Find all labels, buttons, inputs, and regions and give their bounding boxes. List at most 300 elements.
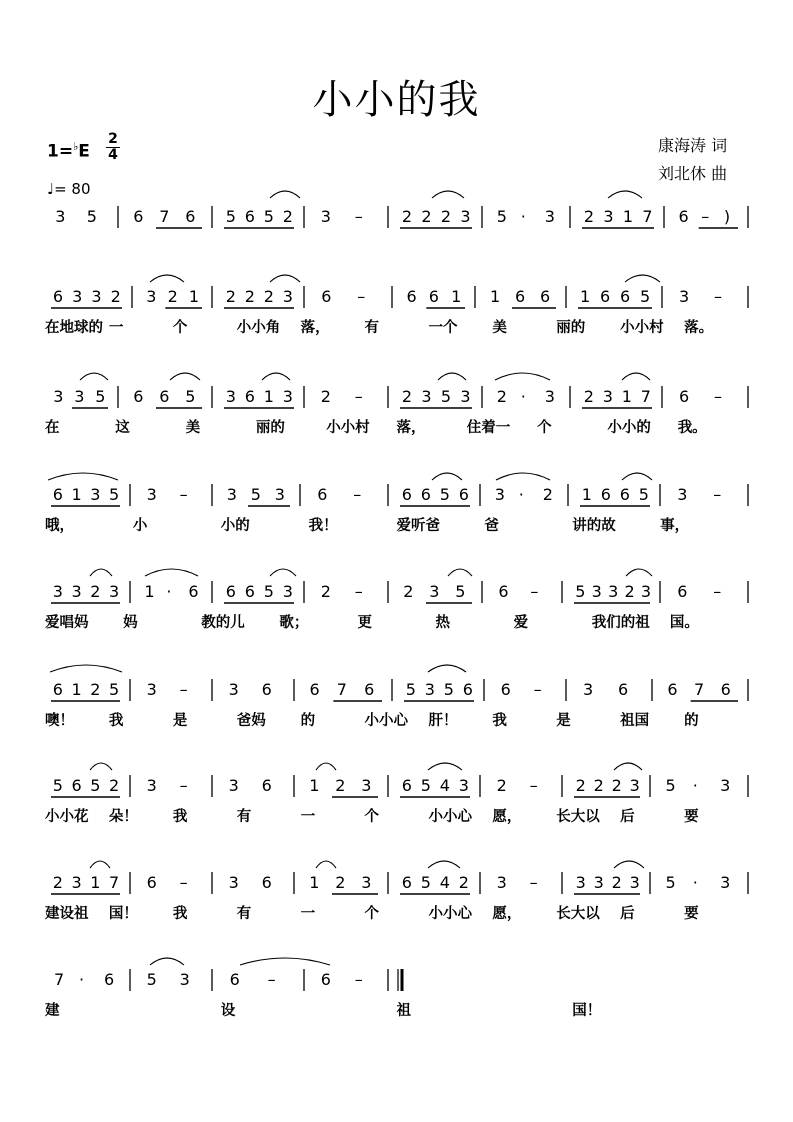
note: 5	[638, 485, 649, 504]
lyric-word: 丽的	[255, 420, 285, 436]
note: 2	[401, 207, 413, 226]
slur-arc	[428, 763, 462, 770]
lyric-word: 教的儿	[201, 615, 245, 631]
note: 5	[420, 776, 431, 795]
slur-arc	[496, 473, 550, 480]
lyricist-credit: 康海涛 词	[658, 136, 728, 155]
note: 1	[188, 287, 200, 306]
note: 5	[109, 485, 120, 504]
note: 5	[95, 387, 106, 406]
note: 3	[591, 582, 602, 601]
note: –	[354, 207, 363, 226]
slur-arc	[448, 569, 472, 576]
note: 6	[406, 287, 417, 306]
note: 6	[52, 485, 63, 504]
slur-arc	[316, 861, 336, 868]
note: 5	[575, 582, 586, 601]
note: 6	[458, 485, 469, 504]
note: 6	[104, 970, 115, 989]
slur-arc	[614, 763, 642, 770]
lyric-word: 小的	[220, 518, 250, 534]
note: 2	[496, 387, 507, 406]
note: –	[533, 680, 542, 699]
note: 7	[54, 970, 65, 989]
slur-arc	[80, 373, 108, 380]
song-title: 小小的我	[312, 77, 481, 123]
note: 3	[55, 207, 66, 226]
slur-arc	[316, 763, 336, 770]
note: 5	[496, 207, 507, 226]
lyric-word: 我	[172, 906, 188, 922]
slur-arc	[438, 373, 466, 380]
slur-arc	[270, 569, 296, 576]
note: ·	[520, 387, 526, 406]
note: 6	[261, 873, 272, 892]
note: 3	[228, 680, 239, 699]
note: ·	[692, 873, 698, 892]
slur-arc	[428, 665, 466, 672]
lyric-word: 哦，	[45, 518, 74, 534]
lyric-word: 小小村	[620, 320, 664, 336]
lyric-word: 有	[236, 906, 252, 922]
note: 3	[603, 207, 614, 226]
note: 6	[540, 287, 551, 306]
note: 6	[229, 970, 240, 989]
note: 6	[677, 582, 688, 601]
slur-arc	[495, 373, 550, 380]
note: 1	[580, 287, 591, 306]
note: 5	[443, 680, 454, 699]
note: 1	[451, 287, 462, 306]
note: 6	[146, 873, 157, 892]
lyric-word: 朵！	[108, 809, 138, 825]
note: 6	[364, 680, 375, 699]
lyric-word: 小小心	[364, 713, 409, 729]
note: 6	[679, 387, 690, 406]
note: 3	[496, 873, 507, 892]
note: 3	[460, 207, 471, 226]
lyric-word: 小小村	[326, 420, 370, 436]
note: 3	[424, 680, 435, 699]
note: 7	[336, 680, 347, 699]
lyric-word: 是	[172, 713, 188, 729]
note: 3	[602, 387, 613, 406]
note: 3	[429, 582, 440, 601]
lyric-word: 要	[684, 809, 699, 825]
note: 5	[146, 970, 157, 989]
note: 2	[263, 287, 274, 306]
lyric-word: 美	[185, 420, 201, 436]
note: 2	[320, 582, 331, 601]
lyric-word: 我	[172, 809, 188, 825]
lyric-word: 我	[492, 713, 507, 729]
note: 1	[490, 287, 501, 306]
note: –	[267, 970, 276, 989]
note: 6	[420, 485, 431, 504]
note: 6	[133, 207, 144, 226]
lyric-word: 爸	[484, 518, 499, 534]
note: 6	[401, 485, 412, 504]
lyric-word: 一	[108, 320, 124, 336]
note: 7	[159, 207, 170, 226]
lyric-word: 一	[300, 906, 316, 922]
note: 3	[109, 582, 120, 601]
note: 2	[421, 207, 432, 226]
lyric-word: 一	[300, 809, 316, 825]
note: 6	[500, 680, 511, 699]
slur-arc	[48, 473, 118, 480]
lyric-word: 国。	[669, 615, 699, 631]
lyric-word: 歌；	[279, 615, 309, 631]
note: –	[714, 387, 722, 406]
lyric-word: 我	[108, 713, 124, 729]
note: 5	[86, 207, 97, 226]
note: –	[713, 582, 722, 601]
note: 2	[542, 485, 553, 504]
note: 3	[608, 582, 619, 601]
note: –	[179, 873, 188, 892]
note: 6	[133, 387, 144, 406]
note: 3	[583, 680, 594, 699]
lyric-word: 爱听爸	[396, 518, 440, 534]
lyric-word: 长大以	[556, 906, 600, 922]
lyric-word: 要	[684, 906, 699, 922]
note: –	[354, 970, 363, 989]
note: 5	[185, 387, 196, 406]
note: 6	[515, 287, 526, 306]
lyric-word: 在地球的	[45, 320, 103, 336]
note: 6	[498, 582, 509, 601]
lyric-word: 建	[45, 1003, 60, 1019]
note: 1	[71, 680, 82, 699]
note: 7	[640, 387, 651, 406]
lyric-word: 个	[364, 906, 380, 922]
composer-credit: 刘北休 曲	[658, 164, 728, 183]
slur-arc	[90, 763, 112, 770]
slur-arc	[170, 373, 200, 380]
note: 3	[361, 873, 372, 892]
lyric-word: 祖	[396, 1003, 411, 1019]
note: 1	[90, 873, 101, 892]
note: 1	[622, 207, 634, 226]
lyric-word: 是	[556, 713, 571, 729]
lyric-word: 愿，	[492, 809, 522, 825]
note: –	[529, 873, 538, 892]
lyric-word: 丽的	[556, 320, 586, 336]
note: 3	[575, 873, 586, 892]
slur-arc	[622, 473, 652, 480]
tempo-marking: ♩= 80	[47, 180, 91, 198]
note: 5	[263, 582, 274, 601]
note: 3	[629, 873, 640, 892]
lyric-word: 小小心	[428, 809, 472, 825]
lyric-word: 小小的	[607, 420, 651, 436]
note: 1	[71, 485, 82, 504]
slur-arc	[240, 958, 330, 965]
note: 1	[263, 387, 274, 406]
lyric-word: 更	[357, 615, 372, 631]
lyric-word: 有	[364, 320, 380, 336]
note: –	[179, 680, 188, 699]
note: 3	[146, 680, 157, 699]
note: 5	[263, 207, 274, 226]
note: 3	[544, 387, 555, 406]
note: 6	[225, 582, 236, 601]
note: 3	[282, 287, 293, 306]
note: –	[357, 287, 366, 306]
note: 5	[250, 485, 261, 504]
note: ·	[520, 207, 526, 226]
lyric-word: 妈	[123, 615, 138, 631]
lyric-word: 个	[364, 809, 380, 825]
note: 6	[52, 680, 63, 699]
lyric-word: 长大以	[556, 809, 600, 825]
slur-arc	[50, 665, 122, 672]
note: 4	[439, 776, 450, 795]
lyric-word: 一个	[428, 320, 458, 336]
note: 3	[146, 485, 157, 504]
note: 5	[665, 873, 676, 892]
note: 3	[71, 873, 82, 892]
note: 2	[575, 776, 586, 795]
note: 6	[619, 485, 630, 504]
note: 2	[52, 873, 63, 892]
note: 3	[494, 485, 505, 504]
key-signature: 1=♭E	[47, 140, 90, 162]
note: ·	[79, 970, 85, 989]
note: 3	[226, 485, 237, 504]
time-signature: 2 4	[106, 132, 120, 163]
lyric-word: 小小角	[236, 320, 281, 336]
note: 5	[52, 776, 63, 795]
note: ·	[518, 485, 524, 504]
lyric-word: 建设祖	[45, 906, 89, 922]
lyric-word: 落，	[300, 320, 330, 336]
note: 5	[439, 485, 450, 504]
lyric-word: 讲的故	[572, 518, 616, 534]
note: 6	[188, 582, 199, 601]
note: 2	[440, 207, 452, 226]
note: 2	[611, 873, 622, 892]
slur-arc	[625, 275, 660, 282]
note: 6	[244, 582, 255, 601]
lyric-word: 的	[300, 713, 316, 729]
note: 2	[90, 582, 101, 601]
note: 6	[428, 287, 439, 306]
note: 6	[52, 287, 64, 306]
note: 6	[185, 207, 196, 226]
note: 1	[581, 485, 592, 504]
note: 3	[53, 387, 64, 406]
note: 3	[179, 970, 190, 989]
note: 3	[679, 287, 690, 306]
note: 3	[320, 207, 331, 226]
note: 1	[621, 387, 632, 406]
note: 6	[401, 776, 412, 795]
note: 3	[460, 387, 471, 406]
lyric-word: 这	[115, 420, 130, 436]
note: 2	[282, 207, 293, 226]
note: 3	[91, 287, 102, 306]
lyric-word: 落。	[684, 320, 714, 336]
note: 3	[421, 387, 432, 406]
note: 2	[583, 207, 595, 226]
note: 3	[90, 485, 101, 504]
note: 2	[611, 776, 622, 795]
lyric-word: 的	[684, 713, 699, 729]
lyric-word: 祖国	[620, 713, 650, 729]
note: 3	[720, 873, 731, 892]
note: 6	[317, 485, 328, 504]
note: 5	[405, 680, 416, 699]
lyric-word: 我们的祖	[591, 615, 650, 631]
lyric-word: 我！	[308, 518, 338, 534]
note: 1	[144, 582, 155, 601]
slur-arc	[428, 861, 460, 868]
slur-arc	[432, 473, 462, 480]
note: 2	[109, 776, 120, 795]
note: 3	[52, 582, 63, 601]
note: –	[179, 776, 188, 795]
note: 6	[600, 287, 611, 306]
lyric-word: 落，	[396, 420, 426, 436]
slur-arc	[145, 569, 198, 576]
slur-arc	[432, 191, 464, 198]
lyric-word: 噢！	[45, 713, 74, 729]
note: 3	[71, 582, 82, 601]
note: 5	[225, 207, 236, 226]
note: 2	[624, 582, 635, 601]
lyric-word: 小小花	[45, 809, 89, 825]
note: 3	[146, 287, 157, 306]
note: 3	[274, 485, 285, 504]
note: ·	[692, 776, 698, 795]
slur-arc	[150, 958, 184, 965]
slur-arc	[90, 569, 112, 576]
note: 4	[439, 873, 450, 892]
note: 2	[335, 776, 346, 795]
note: –	[179, 485, 188, 504]
lyric-word: 后	[620, 906, 635, 922]
note: 5	[665, 776, 676, 795]
note: )	[723, 207, 731, 226]
note: 5	[90, 776, 101, 795]
lyric-word: 爱唱妈	[45, 615, 89, 631]
note: 7	[694, 680, 705, 699]
note: 5	[109, 680, 120, 699]
lyric-word: 个	[537, 420, 552, 436]
note: 3	[228, 776, 239, 795]
note: –	[354, 387, 363, 406]
note: 2	[496, 776, 507, 795]
note: 2	[458, 873, 469, 892]
note: 6	[720, 680, 731, 699]
note: 3	[146, 776, 157, 795]
note: 1	[309, 776, 320, 795]
note: ·	[166, 582, 172, 601]
lyric-word: 热	[435, 615, 451, 631]
lyric-word: 在	[45, 420, 60, 436]
note: 5	[640, 287, 651, 306]
slur-arc	[270, 275, 300, 282]
slur-arc	[626, 569, 652, 576]
lyric-word: 爱	[513, 615, 529, 631]
note: 2	[244, 287, 255, 306]
note: 6	[620, 287, 631, 306]
note: –	[529, 776, 538, 795]
note: 2	[167, 287, 178, 306]
note: 6	[667, 680, 678, 699]
note: 6	[159, 387, 170, 406]
lyric-word: 有	[236, 809, 252, 825]
note: 3	[282, 582, 293, 601]
lyric-word: 国！	[108, 906, 138, 922]
note: 3	[677, 485, 688, 504]
note: 6	[462, 680, 473, 699]
note: 3	[593, 873, 604, 892]
note: 3	[361, 776, 372, 795]
note: 5	[440, 387, 452, 406]
note: –	[353, 485, 362, 504]
lyric-word: 国！	[572, 1003, 602, 1019]
note: 2	[583, 387, 594, 406]
note: 3	[458, 776, 469, 795]
lyric-word: 爸妈	[236, 713, 266, 729]
note: 6	[309, 680, 320, 699]
note: 2	[320, 387, 331, 406]
note: 2	[401, 387, 413, 406]
note: –	[713, 485, 722, 504]
note: 3	[72, 287, 83, 306]
slur-arc	[608, 191, 642, 198]
note: 3	[74, 387, 85, 406]
lyric-word: 设	[220, 1003, 236, 1019]
note: 6	[244, 207, 255, 226]
note: 6	[71, 776, 82, 795]
note: –	[701, 207, 710, 226]
lyric-word: 后	[620, 809, 635, 825]
lyric-word: 小	[132, 518, 148, 534]
note: 2	[403, 582, 414, 601]
note: 3	[228, 873, 239, 892]
note: 5	[420, 873, 431, 892]
note: 7	[109, 873, 120, 892]
note: 2	[90, 680, 101, 699]
note: 6	[600, 485, 611, 504]
slur-arc	[262, 373, 290, 380]
note: –	[530, 582, 539, 601]
note: 5	[455, 582, 466, 601]
slur-arc	[622, 373, 650, 380]
note: 3	[640, 582, 652, 601]
note: 3	[544, 207, 555, 226]
slur-arc	[270, 191, 300, 198]
note: 6	[321, 287, 332, 306]
note: 3	[282, 387, 293, 406]
lyric-word: 愿，	[492, 906, 522, 922]
note: –	[354, 582, 363, 601]
lyric-word: 事，	[660, 518, 690, 534]
slur-arc	[614, 861, 644, 868]
note: 2	[110, 287, 121, 306]
note: 6	[320, 970, 331, 989]
note: 6	[401, 873, 412, 892]
lyric-word: 美	[492, 320, 507, 336]
lyric-word: 小小心	[428, 906, 472, 922]
lyric-word: 我。	[677, 420, 707, 436]
note: 6	[678, 207, 689, 226]
note: 6	[261, 680, 272, 699]
